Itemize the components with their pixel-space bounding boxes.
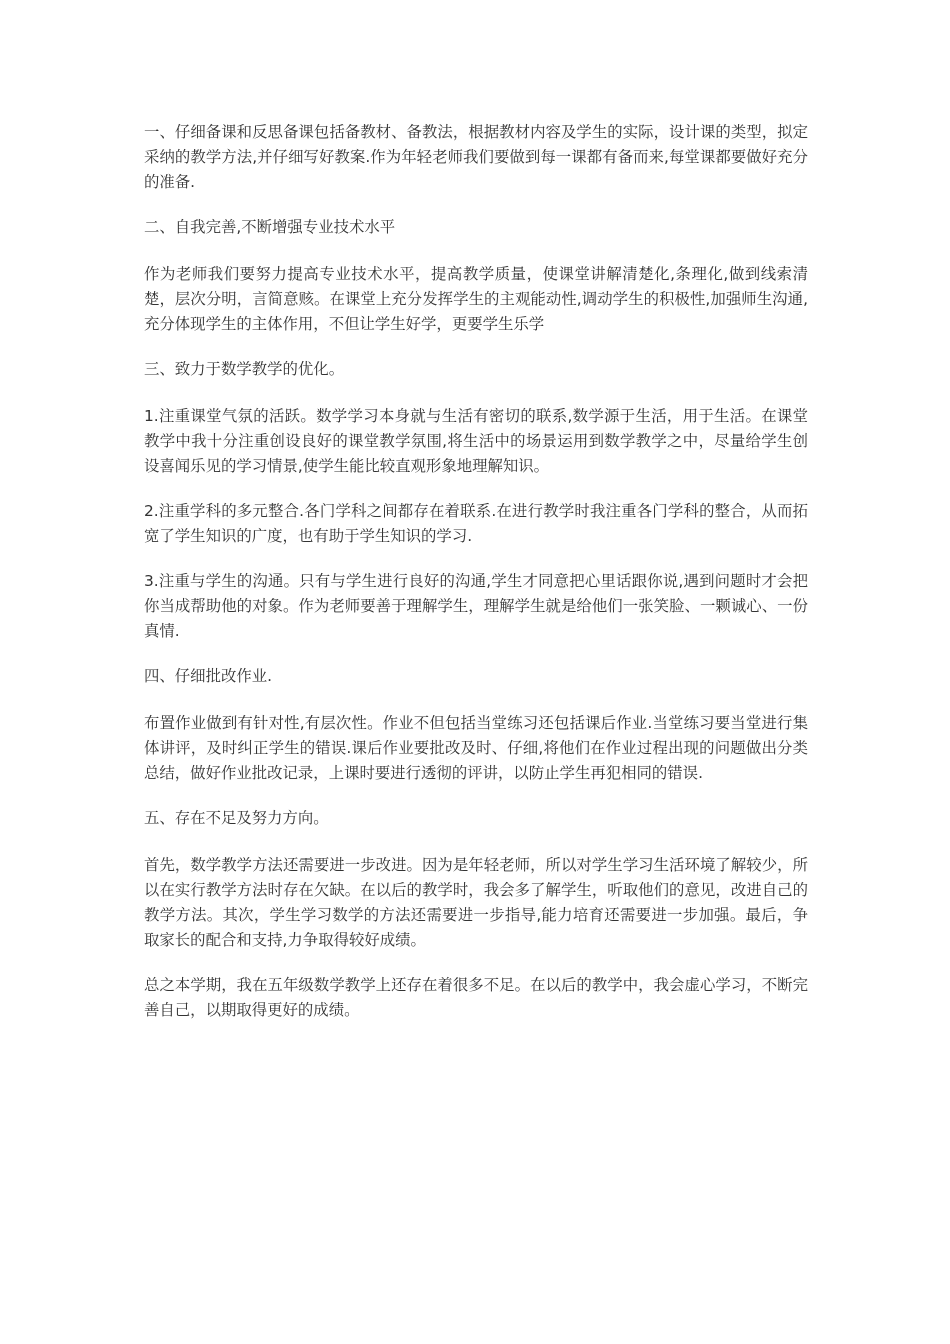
paragraph-professional-skill: 作为老师我们要努力提高专业技术水平，提高教学质量，使课堂讲解清楚化,条理化,做到线索清楚，层次分明，言简意赅。在课堂上充分发挥学生的主观能动性,调动学生的积极性,加强师生沟通,充分体现学生的主体作用，不但让学生好学，更要学生乐学: [144, 265, 808, 333]
section-heading-shortcomings: 五、存在不足及努力方向。: [144, 809, 329, 827]
section-heading-homework: 四、仔细批改作业.: [144, 667, 273, 685]
paragraph-improvement-direction: 首先，数学教学方法还需要进一步改进。因为是年轻老师，所以对学生学习生活环境了解较少，所以在实行教学方法时存在欠缺。在以后的教学时，我会多了解学生，听取他们的意见，改进自己的教学方法。其次，学生学习数学的方法还需要进一步指导,能力培育还需要进一步加强。最后，争取家长的配合和支持,力争取得较好成绩。: [144, 856, 808, 949]
section-heading-teaching-optimization: 三、致力于数学教学的优化。: [144, 360, 345, 378]
paragraph-classroom-atmosphere: 1.注重课堂气氛的活跃。数学学习本身就与生活有密切的联系,数学源于生活，用于生活。在课堂教学中我十分注重创设良好的课堂教学氛围,将生活中的场景运用到数学教学之中，尽量给学生创设喜闻乐见的学习情景,使学生能比较直观形象地理解知识。: [144, 407, 808, 475]
paragraph-conclusion: 总之本学期，我在五年级数学教学上还存在着很多不足。在以后的教学中，我会虚心学习，不断完善自己，以期取得更好的成绩。: [144, 976, 808, 1019]
paragraph-student-communication: 3.注重与学生的沟通。只有与学生进行良好的沟通,学生才同意把心里话跟你说,遇到问题时才会把你当成帮助他的对象。作为老师要善于理解学生，理解学生就是给他们一张笑脸、一颗诚心、一份真情.: [144, 572, 808, 640]
paragraph-homework-assignment: 布置作业做到有针对性,有层次性。作业不但包括当堂练习还包括课后作业.当堂练习要当堂进行集体讲评，及时纠正学生的错误.课后作业要批改及时、仔细,将他们在作业过程出现的问题做出分类总结，做好作业批改记录，上课时要进行透彻的评讲，以防止学生再犯相同的错误.: [144, 714, 808, 782]
paragraph-lesson-prep: 一、仔细备课和反思备课包括备教材、备教法，根据教材内容及学生的实际，设计课的类型，拟定采纳的教学方法,并仔细写好教案.作为年轻老师我们要做到每一课都有备而来,每堂课都要做好充分的准备.: [144, 123, 808, 191]
document-body: [144, 120, 808, 1043]
section-heading-self-improvement: 二、自我完善,不断增强专业技术水平: [144, 218, 396, 236]
paragraph-subject-integration: 2.注重学科的多元整合.各门学科之间都存在着联系.在进行教学时我注重各门学科的整合，从而拓宽了学生知识的广度，也有助于学生知识的学习.: [144, 502, 808, 545]
